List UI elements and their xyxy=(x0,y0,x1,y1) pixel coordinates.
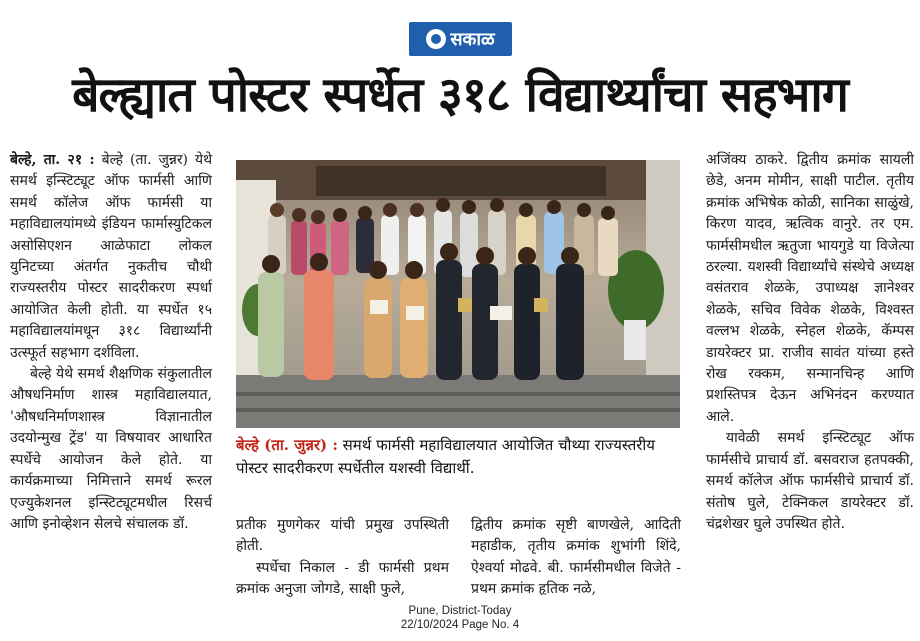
photo-caption xyxy=(236,434,680,480)
column-3-paragraph-1: द्वितीय क्रमांक सृष्टी बाणखेले, आदिती महाडीक, तृतीय क्रमांक शुभांगी शिंदे, ऐश्वर्या मोढवे. बी. फार्मसीमधील विजेते - प्रथम क्रमांक हृतिक नळे, xyxy=(471,517,681,598)
masthead-name: सकाळ xyxy=(450,29,495,50)
column-2-paragraph-2: स्पर्धेचा निकाल - डी फार्मसी प्रथम क्रमांक अनुजा जोगडे, साक्षी फुले, xyxy=(236,559,449,598)
caption-text: समर्थ फार्मसी महाविद्यालयात आयोजित चौथ्या राज्यस्तरीय पोस्टर सादरीकरण स्पर्धेतील यशस्वी विद्यार्थी. xyxy=(236,436,655,477)
article-column-1 xyxy=(10,150,212,535)
article-column-3 xyxy=(471,515,681,601)
column-4-paragraph-1: अजिंक्य ठाकरे. द्वितीय क्रमांक सायली छेडे, अनम मोमीन, साक्षी पाटील. तृतीय क्रमांक अभिषेक कोळी, सानिका साळुंखे, किरण यादव, ऋत्विक वानुरे. तर एम. फार्मसीमधील ऋतुजा भायगुडे या विजेत्या ठरल्या. यशस्वी विद्यार्थ्यांचे संस्थेचे अध्यक्ष वसंतराव शेळके, उपाध्यक्ष ज्ञानेश्वर शेळके, सचिव विवेक शेळके, विश्वस्त वल्लभ शेळके, स्नेहल शेळके, कॅम्पस डायरेक्टर प्रा. राजीव सावंत यांच्या हस्ते रोख रक्कम, सन्मानचिन्ह आणि प्रशस्तिपत्र देऊन अभिनंदन करण्यात आले. xyxy=(706,152,914,425)
footer-edition: Pune, District-Today xyxy=(408,605,512,617)
page-footer xyxy=(0,604,920,632)
column-1-paragraph-2: बेल्हे येथे समर्थ शैक्षणिक संकुलातील औषधनिर्माण शास्त्र महाविद्यालयात, 'औषधनिर्माणशास्त्र विज्ञानातील उदयोन्मुख ट्रेंड' या विषयावर आधारित स्पर्धेचे आयोजन केले होते. या कार्यक्रमाच्या निमित्ताने समर्थ रूरल एज्युकेशनल इन्स्टिट्यूटमधील रिसर्च आणि इनोव्हेशन सेलचे संचालक डॉ. xyxy=(10,366,212,532)
column-1-paragraph-1 xyxy=(10,150,212,364)
article-headline: बेल्ह्यात पोस्टर स्पर्धेत ३१८ विद्यार्थ्यांचा सहभाग xyxy=(72,67,848,123)
group-photo-image xyxy=(236,160,680,428)
article-photo xyxy=(236,160,680,428)
footer-date-page: 22/10/2024 Page No. 4 xyxy=(400,619,520,631)
column-4-paragraph-2: यावेळी समर्थ इन्स्टिट्यूट ऑफ फार्मसीचे प्राचार्य डॉ. बसवराज हतपक्की, समर्थ कॉलेज ऑफ फार्मसीचे प्राचार्य डॉ. संतोष घुले, टेक्निकल डायरेक्टर डॉ. चंद्रशेखर घुले उपस्थित होते. xyxy=(706,430,914,532)
column-2-paragraph-1: प्रतीक मुणगेकर यांची प्रमुख उपस्थिती होती. xyxy=(236,517,449,555)
dateline: बेल्हे, ता. २१ : xyxy=(10,152,95,168)
article-column-2 xyxy=(236,515,449,601)
newspaper-logo xyxy=(409,22,512,56)
article-column-4 xyxy=(706,150,914,535)
people-group xyxy=(258,198,618,380)
logo-emblem-icon xyxy=(426,29,446,49)
column-1-paragraph-1-text: बेल्हे (ता. जुन्नर) येथे समर्थ इन्स्टिट्यूट ऑफ फार्मसी आणि समर्थ कॉलेज ऑफ फार्मसी या महाविद्यालयांमध्ये इंडियन फार्मास्युटिकल असोसिएशन आळेफाटा लोकल युनिटच्या अंतर्गत नुकतीच चौथी राज्यस्तरीय पोस्टर सादरीकरण स्पर्धा आयोजित केली होती. या स्पर्धेत १५ महाविद्यालयांमधून ३१८ विद्यार्थ्यांनी उत्स्फूर्त सहभाग दर्शविला. xyxy=(10,152,213,361)
caption-location: बेल्हे (ता. जुन्नर) : xyxy=(236,436,338,454)
